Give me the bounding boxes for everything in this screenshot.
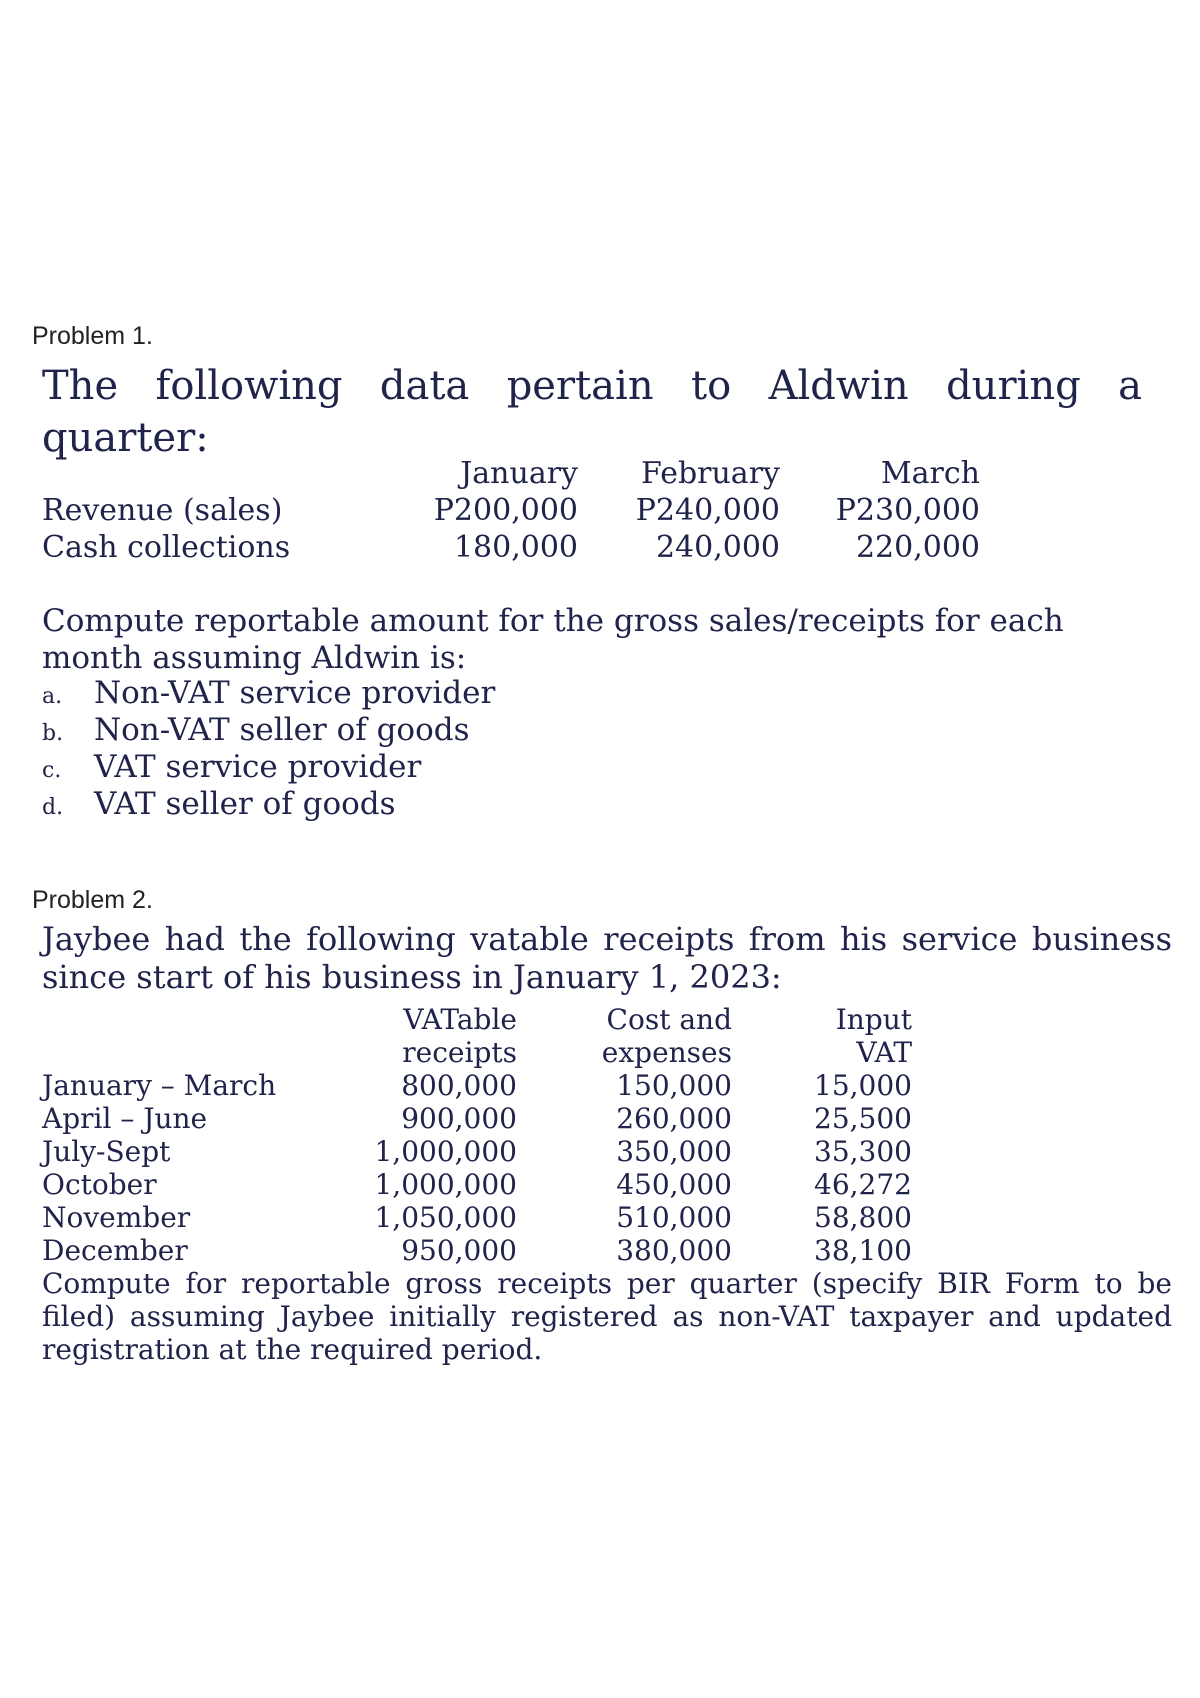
problem2-label: Problem 2.: [32, 886, 153, 914]
problem1-cell: 220,000: [855, 530, 980, 565]
problem2-col-header-costs: Cost and: [606, 1003, 732, 1036]
table-cell: 510,000: [616, 1201, 732, 1234]
list-item-text: VAT seller of goods: [94, 786, 396, 822]
table-row-period: January – March: [42, 1069, 277, 1102]
problem2-instruction: Compute for reportable gross receipts per quarter (specify BIR Form to be filed) assuming Jaybee initially registered as non-VAT taxpayer and updated registration at the required period.: [42, 1267, 1172, 1366]
problem1-col-header-january: January: [460, 456, 578, 491]
list-marker: c.: [42, 758, 62, 783]
problem1-row-label: Cash collections: [42, 530, 291, 565]
table-cell: 800,000: [401, 1069, 517, 1102]
problem2-intro: Jaybee had the following vatable receipts from his service business since start of his business in January 1, 2023:: [42, 920, 1172, 996]
table-cell: 350,000: [616, 1135, 732, 1168]
problem2-col-header-vat: Input: [835, 1003, 912, 1036]
table-cell: 15,000: [814, 1069, 912, 1102]
table-cell: 1,000,000: [374, 1168, 517, 1201]
problem1-cell: P200,000: [433, 493, 578, 528]
problem2-col-header-receipts: VATable: [403, 1003, 517, 1036]
problem1-label: Problem 1.: [32, 322, 153, 350]
table-cell: 58,800: [814, 1201, 912, 1234]
table-row-period: April – June: [42, 1102, 208, 1135]
problem1-intro: The following data pertain to Aldwin during a quarter:: [42, 363, 1142, 461]
table-row-period: October: [42, 1168, 157, 1201]
problem2-col-header-receipts: receipts: [402, 1036, 517, 1069]
problem1-instruction: Compute reportable amount for the gross sales/receipts for each month assuming Aldwin is:: [42, 603, 1064, 676]
table-row-period: November: [42, 1201, 191, 1234]
table-cell: 260,000: [616, 1102, 732, 1135]
table-cell: 1,000,000: [374, 1135, 517, 1168]
table-cell: 450,000: [616, 1168, 732, 1201]
list-item-text: Non-VAT seller of goods: [94, 712, 470, 748]
table-cell: 150,000: [616, 1069, 732, 1102]
list-marker: a.: [42, 684, 63, 709]
table-cell: 380,000: [616, 1234, 732, 1267]
list-item-text: VAT service provider: [94, 749, 422, 785]
table-cell: 46,272: [814, 1168, 912, 1201]
table-cell: 1,050,000: [374, 1201, 517, 1234]
table-row-period: December: [42, 1234, 188, 1267]
table-cell: 35,300: [814, 1135, 912, 1168]
problem1-cell: 180,000: [453, 530, 578, 565]
problem1-col-header-march: March: [880, 456, 980, 491]
table-cell: 38,100: [814, 1234, 912, 1267]
problem1-cell: 240,000: [655, 530, 780, 565]
list-item: [42, 712, 495, 749]
problem2-col-header-costs: expenses: [601, 1036, 732, 1069]
list-item: [42, 749, 495, 786]
problem1-col-header-february: February: [641, 456, 780, 491]
problem1-row-label: Revenue (sales): [42, 493, 283, 528]
list-item: [42, 675, 495, 712]
table-cell: 900,000: [401, 1102, 517, 1135]
list-marker: d.: [42, 795, 64, 820]
list-item-text: Non-VAT service provider: [94, 675, 496, 711]
table-cell: 25,500: [814, 1102, 912, 1135]
table-cell: 950,000: [401, 1234, 517, 1267]
table-row-period: July-Sept: [42, 1135, 171, 1168]
problem1-cell: P230,000: [835, 493, 980, 528]
list-item: [42, 786, 495, 823]
problem1-cell: P240,000: [635, 493, 780, 528]
list-marker: b.: [42, 721, 64, 746]
problem1-options-list: [42, 675, 495, 823]
problem2-col-header-vat: VAT: [856, 1036, 912, 1069]
